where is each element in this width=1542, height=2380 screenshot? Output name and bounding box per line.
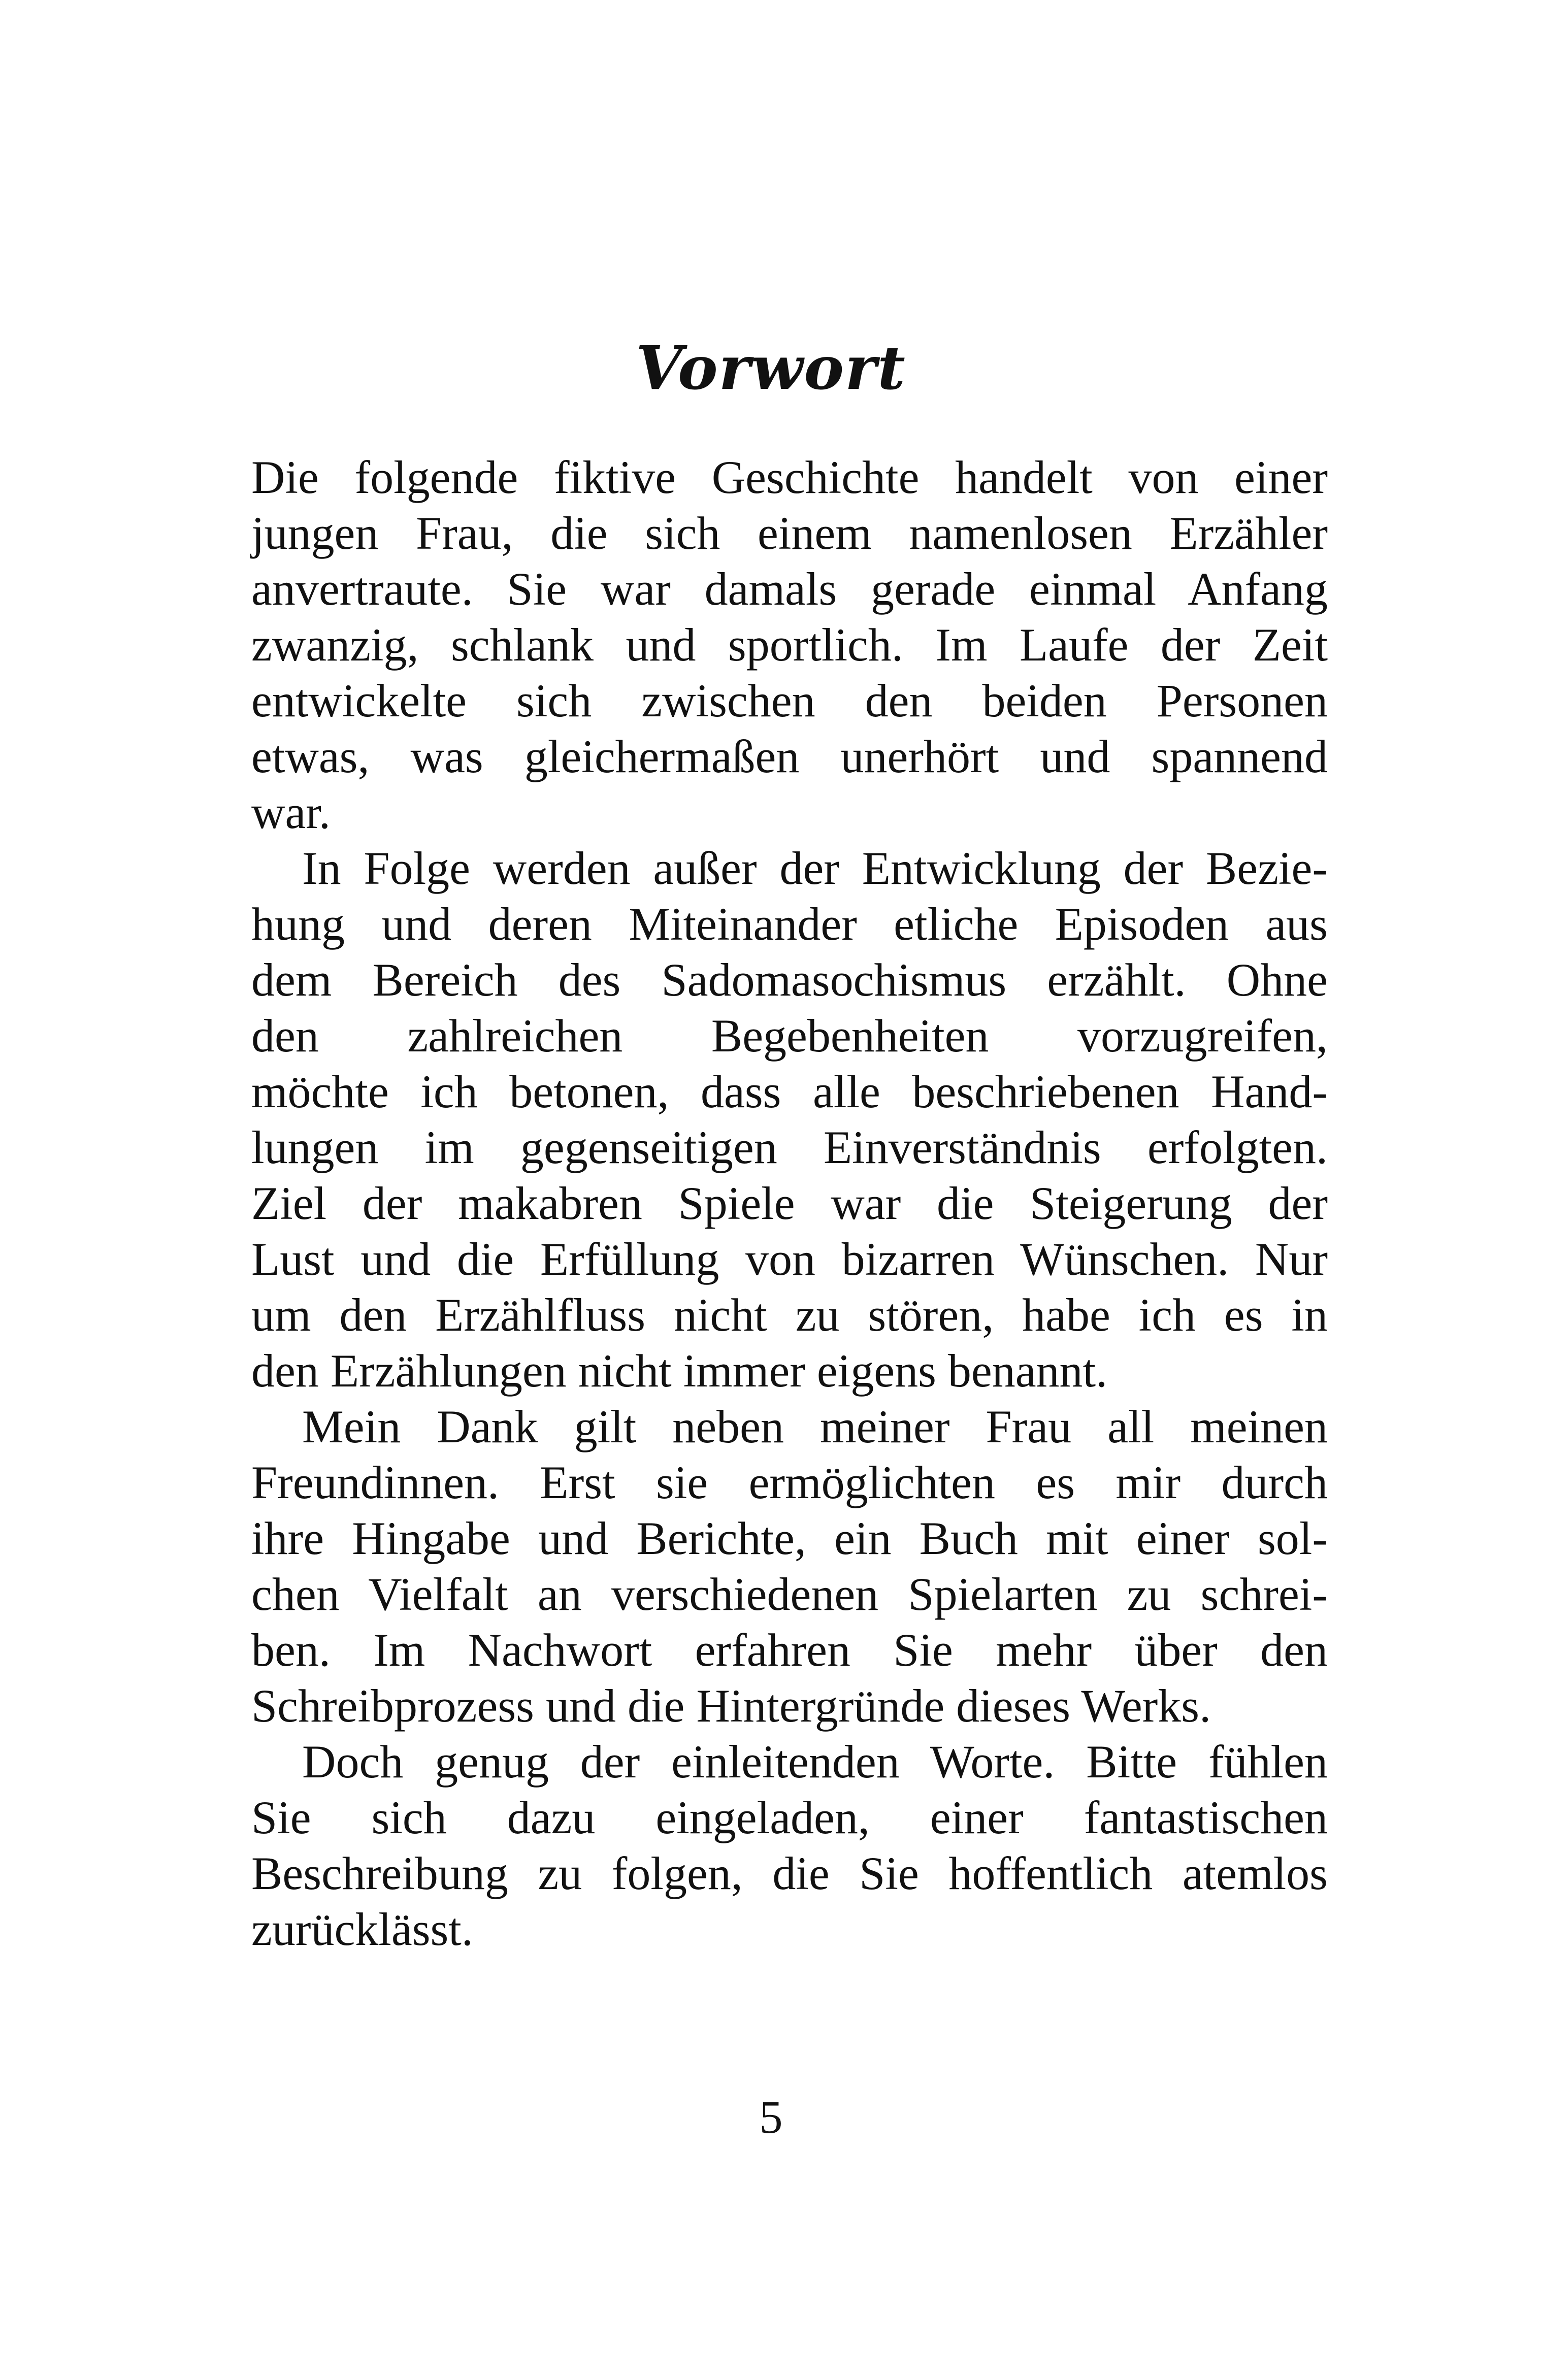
text-line: ihre Hingabe und Berichte, ein Buch mit einer sol-: [251, 1512, 1328, 1564]
text-line: war.: [251, 786, 331, 838]
text-line: hung und deren Miteinander etliche Episoden aus: [251, 898, 1328, 950]
text-line: Freundinnen. Erst sie ermöglichten es mir durch: [251, 1457, 1328, 1508]
text-line: entwickelte sich zwischen den beiden Personen: [251, 675, 1328, 726]
page-title: Vorwort: [636, 333, 906, 403]
text-line: Doch genug der einleitenden Worte. Bitte fühlen: [302, 1736, 1328, 1788]
text-line: Beschreibung zu folgen, die Sie hoffentlich atemlos: [251, 1847, 1328, 1899]
paragraph-3: [251, 1399, 1328, 1734]
text-line: Mein Dank gilt neben meiner Frau all meinen: [302, 1401, 1328, 1452]
text-line: Die folgende fiktive Geschichte handelt von einer: [251, 451, 1328, 503]
body-text: [251, 449, 1328, 1957]
page-number: 5: [759, 2091, 783, 2143]
text-line: chen Vielfalt an verschiedenen Spielarten zu schrei-: [251, 1568, 1328, 1620]
paragraph-4: [251, 1734, 1328, 1957]
text-line: Ziel der makabren Spiele war die Steigerung der: [251, 1177, 1328, 1229]
text-line: Lust und die Erfüllung von bizarren Wünschen. Nur: [251, 1233, 1328, 1285]
text-line: den zahlreichen Begebenheiten vorzugreifen,: [251, 1010, 1328, 1062]
text-line: den Erzählungen nicht immer eigens benannt.: [251, 1345, 1108, 1397]
paragraph-1: [251, 449, 1328, 840]
text-line: lungen im gegenseitigen Einverständnis erfolgten.: [251, 1121, 1328, 1173]
text-line: etwas, was gleichermaßen unerhört und spannend: [251, 731, 1328, 782]
text-line: Sie sich dazu eingeladen, einer fantastischen: [251, 1792, 1328, 1843]
text-line: ben. Im Nachwort erfahren Sie mehr über den: [251, 1624, 1328, 1676]
text-line: dem Bereich des Sadomasochismus erzählt. Ohne: [251, 954, 1328, 1006]
text-line: zurücklässt.: [251, 1903, 473, 1955]
text-line: zwanzig, schlank und sportlich. Im Laufe der Zeit: [251, 619, 1328, 671]
paragraph-2: [251, 840, 1328, 1399]
text-line: jungen Frau, die sich einem namenlosen Erzähler: [251, 507, 1328, 559]
text-line: In Folge werden außer der Entwicklung der Bezie-: [302, 842, 1328, 894]
text-line: anvertraute. Sie war damals gerade einmal Anfang: [251, 563, 1328, 615]
text-line: um den Erzählfluss nicht zu stören, habe ich es in: [251, 1289, 1328, 1341]
text-line: möchte ich betonen, dass alle beschriebenen Hand-: [251, 1066, 1328, 1117]
text-line: Schreibprozess und die Hintergründe dieses Werks.: [251, 1680, 1211, 1732]
